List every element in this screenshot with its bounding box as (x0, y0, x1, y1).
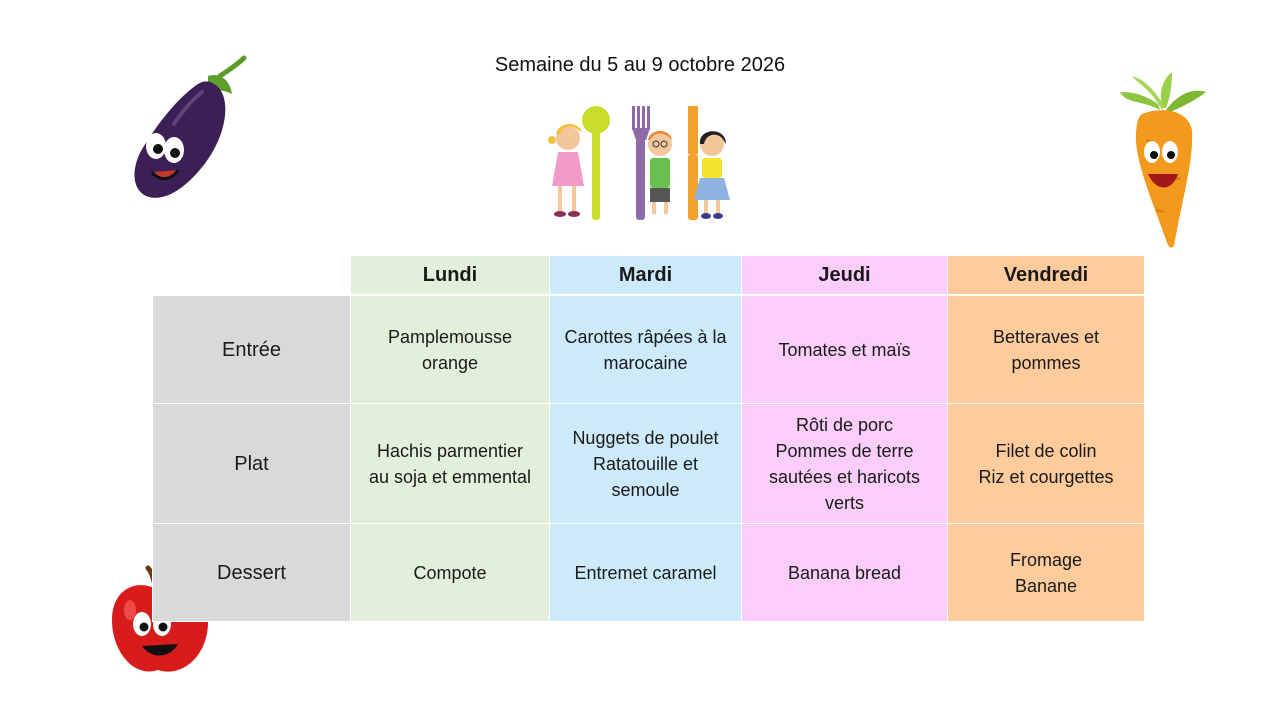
day-header-lundi: Lundi (350, 255, 550, 295)
menu-cell: Compote (350, 523, 550, 622)
menu-cell: Rôti de porc Pommes de terre sautées et haricots verts (741, 403, 948, 524)
menu-cell: Hachis parmentier au soja et emmental (350, 403, 550, 524)
menu-cell: Betteraves et pommes (947, 295, 1145, 404)
day-header-mardi: Mardi (549, 255, 742, 295)
menu-cell: Tomates et maïs (741, 295, 948, 404)
menu-cell: Entremet caramel (549, 523, 742, 622)
day-header-jeudi: Jeudi (741, 255, 948, 295)
menu-cell: Fromage Banane (947, 523, 1145, 622)
menu-cell: Pamplemousse orange (350, 295, 550, 404)
menu-cell: Banana bread (741, 523, 948, 622)
menu-cell: Filet de colin Riz et courgettes (947, 403, 1145, 524)
carrot-mascot-icon (1112, 70, 1212, 254)
menu-cell: Nuggets de poulet Ratatouille et semoule (549, 403, 742, 524)
row-header-dessert: Dessert (152, 523, 351, 622)
row-header-plat: Plat (152, 403, 351, 524)
kids-with-cutlery-illustration (548, 104, 732, 222)
menu-cell: Carottes râpées à la marocaine (549, 295, 742, 404)
eggplant-mascot-icon (128, 54, 248, 204)
page-title: Semaine du 5 au 9 octobre 2026 (494, 54, 786, 76)
row-header-entree: Entrée (152, 295, 351, 404)
day-header-vendredi: Vendredi (947, 255, 1145, 295)
